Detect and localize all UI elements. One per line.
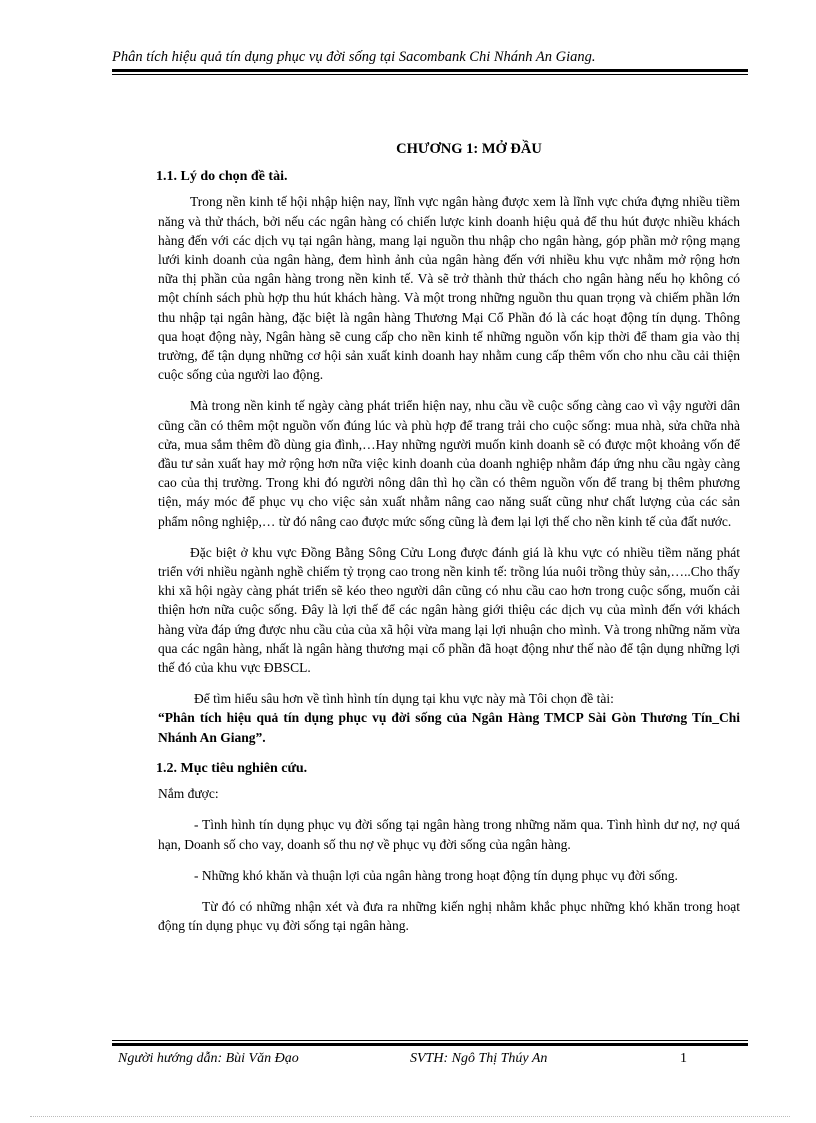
page-edge-divider: [30, 1116, 790, 1117]
topic-title: “Phân tích hiệu quả tín dụng phục vụ đời sống của Ngân Hàng TMCP Sài Gòn Thương Tín_Chi Nhánh An Giang”.: [158, 710, 740, 745]
header-rule-thick: [112, 69, 748, 72]
footer-rule-thin: [112, 1040, 748, 1041]
footer-student: SVTH: Ngô Thị Thúy An: [410, 1051, 548, 1066]
chapter-title: CHƯƠNG 1: MỞ ĐẦU: [396, 141, 542, 157]
objective-item: - Những khó khăn và thuận lợi của ngân hàng trong hoạt động tín dụng phục vụ đời sống.: [194, 867, 678, 883]
running-header: Phân tích hiệu quả tín dụng phục vụ đời sống tại Sacombank Chi Nhánh An Giang.: [112, 49, 596, 65]
header-rule-thin: [112, 74, 748, 75]
page-body: [158, 140, 740, 947]
paragraph: Mà trong nền kinh tế ngày càng phát triển hiện nay, nhu cầu về cuộc sống càng cao vì vậy người dân cũng cần có thêm một nguồn vốn đúng lúc và phù hợp để trang trải cho cuộc sống: mua nhà, sửa chữa nhà cửa, mua sắm thêm đồ dùng gia đình,…Hay những người muốn kinh doanh sẽ có được một khoảng vốn để đầu tư sản xuất hay mở rộng hơn nữa việc kinh doanh của doanh nghiệp nhằm đáp ứng nhu cầu ngày càng cao của thị trường. Trong khi đó người nông dân thì họ cần có thêm nguồn vốn để trang bị thêm phương tiện, máy móc để phục vụ cho việc sản xuất nhằm nâng cao năng suất cũng như chất lượng của các sản phẩm nông nghiệp,… từ đó nâng cao được mức sống cũng là đem lại lợi thế cho nền kinh tế của đất nước.: [158, 398, 740, 529]
paragraph: Đặc biệt ở khu vực Đồng Bằng Sông Cửu Long được đánh giá là khu vực có nhiều tiềm năng phát triển với nhiều ngành nghề chiếm tỷ trọng cao trong nền kinh tế: trồng lúa nuôi trồng thủy sản,…..Cho thấy khi xã hội ngày càng phát triển sẽ kéo theo người dân cũng có nhu cầu cao hơn trong cuộc sống, muốn cải thiện hơn nữa cuộc sống. Đây là lợi thế để các ngân hàng giới thiệu các dịch vụ của mình đến với khách hàng vừa đáp ứng được nhu cầu của của xã hội vừa mang lại lợi nhuận cho mình. Và trong những năm vừa qua các ngân hàng, nhất là ngân hàng thương mại cổ phần đã hoạt động như thế nào để tận dụng những lợi thế đó của khu vực ĐBSCL.: [158, 544, 740, 676]
footer-advisor: Người hướng dẫn: Bùi Văn Đạo: [118, 1051, 299, 1066]
topic-intro: Để tìm hiểu sâu hơn về tình hình tín dụng tại khu vực này mà Tôi chọn đề tài:: [194, 691, 614, 707]
topic-paragraph: [158, 689, 740, 747]
footer-rule-thick: [112, 1043, 748, 1046]
objectives-intro: Nắm được:: [158, 786, 219, 802]
section-heading-1-1: 1.1. Lý do chọn đề tài.: [156, 169, 288, 185]
objective-item: - Tình hình tín dụng phục vụ đời sống tại ngân hàng trong những năm qua. Tình hình dư nợ, nợ quá hạn, Doanh số cho vay, doanh số thu nợ về phục vụ đời sống của ngân hàng.: [158, 817, 740, 852]
page-number: 1: [680, 1051, 687, 1066]
paragraph: Trong nền kinh tế hội nhập hiện nay, lĩnh vực ngân hàng được xem là lĩnh vực chứa đựng nhiều tiềm năng và thử thách, bởi nếu các ngân hàng có chiến lược kinh doanh hiệu quả để thu hút được nhiều khách hàng đến với các dịch vụ tại ngân hàng, mang lại nguồn thu nhập cho ngân hàng, góp phần mở rộng mạng lưới kinh doanh của ngân hàng, đem hình ảnh của ngân hàng đến với nhiều khu vực nhằm mở rộng hơn nữa thị phần của ngân hàng trong nền kinh tế. Và sẽ trở thành thử thách cho ngân hàng nếu họ không có một chính sách phù hợp thu hút khách hàng. Và một trong những nguồn thu quan trọng và chiếm phần lớn thu nhập tại ngân hàng, đặc biệt là ngân hàng Thương Mại Cổ Phần đó là các hoạt động tín dụng. Thông qua hoạt động này, Ngân hàng sẽ cung cấp cho nền kinh tế những nguồn vốn kịp thời để tham gia vào thị trường, để tận dụng những cơ hội sản xuất kinh doanh hay nhằm cung cấp thêm vốn cho nhu cầu cải thiện cuộc sống của người lao động.: [158, 194, 740, 383]
objectives-conclusion: Từ đó có những nhận xét và đưa ra những kiến nghị nhằm khắc phục những khó khăn trong hoạt động tín dụng phục vụ đời sống tại ngân hàng.: [158, 898, 740, 934]
section-heading-1-2: 1.2. Mục tiêu nghiên cứu.: [156, 760, 308, 776]
